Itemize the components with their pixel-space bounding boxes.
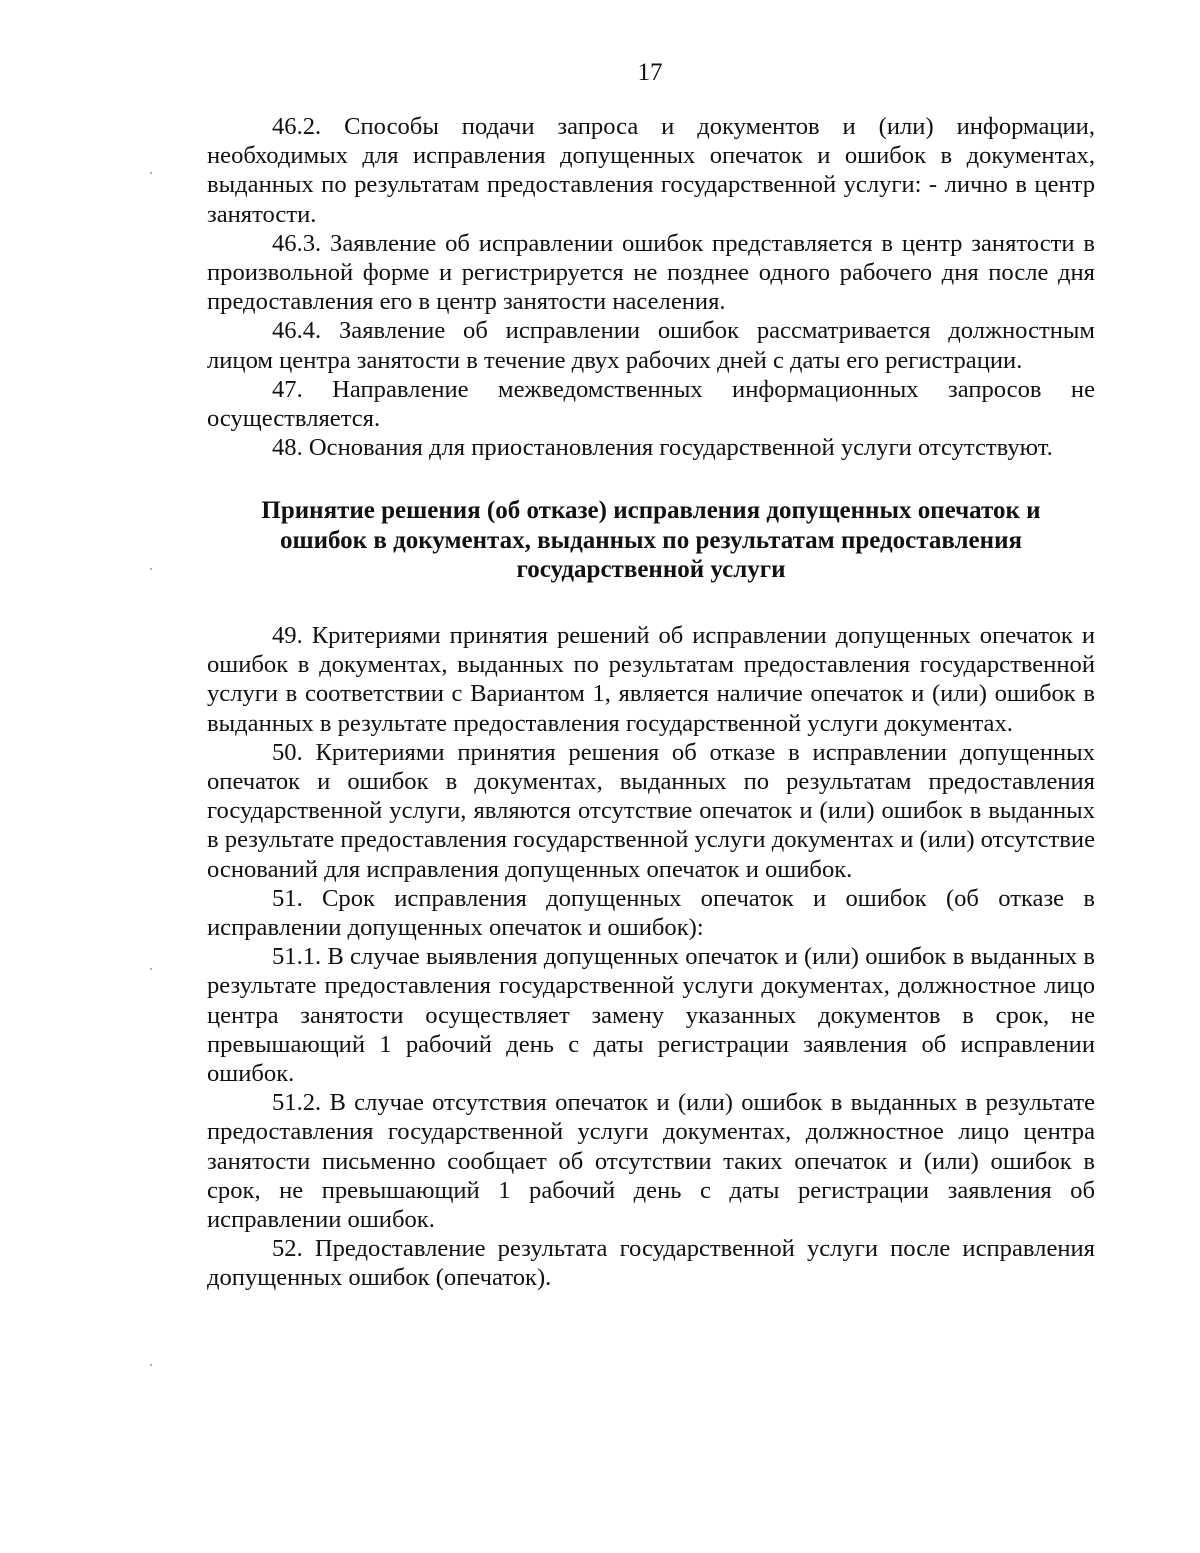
paragraph-52: 52. Предоставление результата государственной услуги после исправления допущенных ошибок (опечаток).	[207, 1235, 1095, 1292]
margin-mark	[150, 1364, 152, 1366]
paragraph-47: 47. Направление межведомственных информационных запросов не осуществляется.	[207, 375, 1095, 433]
paragraph-49: 49. Критериями принятия решений об исправлении допущенных опечаток и ошибок в документах, выданных по результатам предоставления государственной услуги в соответствии с Вариантом 1, является наличие опечаток и (или) ошибок в выданных в результате предоставления государственной услуги документах.	[207, 621, 1095, 737]
paragraph-46-3: 46.3. Заявление об исправлении ошибок представляется в центр занятости в произвольной форме и регистрируется не позднее одного рабочего дня после дня предоставления его в центр занятости населения.	[207, 229, 1095, 316]
document-body	[207, 112, 1095, 1293]
paragraph-51-1: 51.1. В случае выявления допущенных опечаток и (или) ошибок в выданных в результате предоставления государственной услуги документах, должностное лицо центра занятости осуществляет замену указанных документов в срок, не превышающий 1 рабочий день с даты регистрации заявления об исправлении ошибок.	[207, 943, 1095, 1087]
section-heading: Принятие решения (об отказе) исправления допущенных опечаток и ошибок в документах, выданных по результатам предоставления государственной услуги	[261, 497, 1041, 584]
paragraph-51-2: 51.2. В случае отсутствия опечаток и (или) ошибок в выданных в результате предоставления государственной услуги документах, должностное лицо центра занятости письменно сообщает об отсутствии таких опечаток и (или) ошибок в срок, не превышающий 1 рабочий день с даты регистрации заявления об исправлении ошибок.	[207, 1089, 1095, 1233]
paragraph-46-2: 46.2. Способы подачи запроса и документов и (или) информации, необходимых для исправления допущенных опечаток и ошибок в документах, выданных по результатам предоставления государственной услуги: - лично в центр занятости.	[207, 113, 1095, 228]
page-number: 17	[637, 59, 663, 86]
margin-mark	[150, 172, 152, 174]
paragraph-51: 51. Срок исправления допущенных опечаток и ошибок (об отказе в исправлении допущенных опечаток и ошибок):	[207, 884, 1095, 941]
paragraph-48: 48. Основания для приостановления государственной услуги отсутствуют.	[272, 434, 1053, 462]
paragraph-50: 50. Критериями принятия решения об отказе в исправлении допущенных опечаток и ошибок в документах, выданных по результатам предоставления государственной услуги, являются отсутствие опечаток и (или) ошибок в выданных в результате предоставления государственной услуги документах и (или) отсутствие оснований для исправления допущенных опечаток и ошибок.	[207, 738, 1095, 883]
margin-mark	[150, 568, 152, 570]
paragraph-46-4: 46.4. Заявление об исправлении ошибок рассматривается должностным лицом центра занятости в течение двух рабочих дней с даты его регистрации.	[207, 317, 1095, 374]
margin-mark	[150, 968, 152, 970]
